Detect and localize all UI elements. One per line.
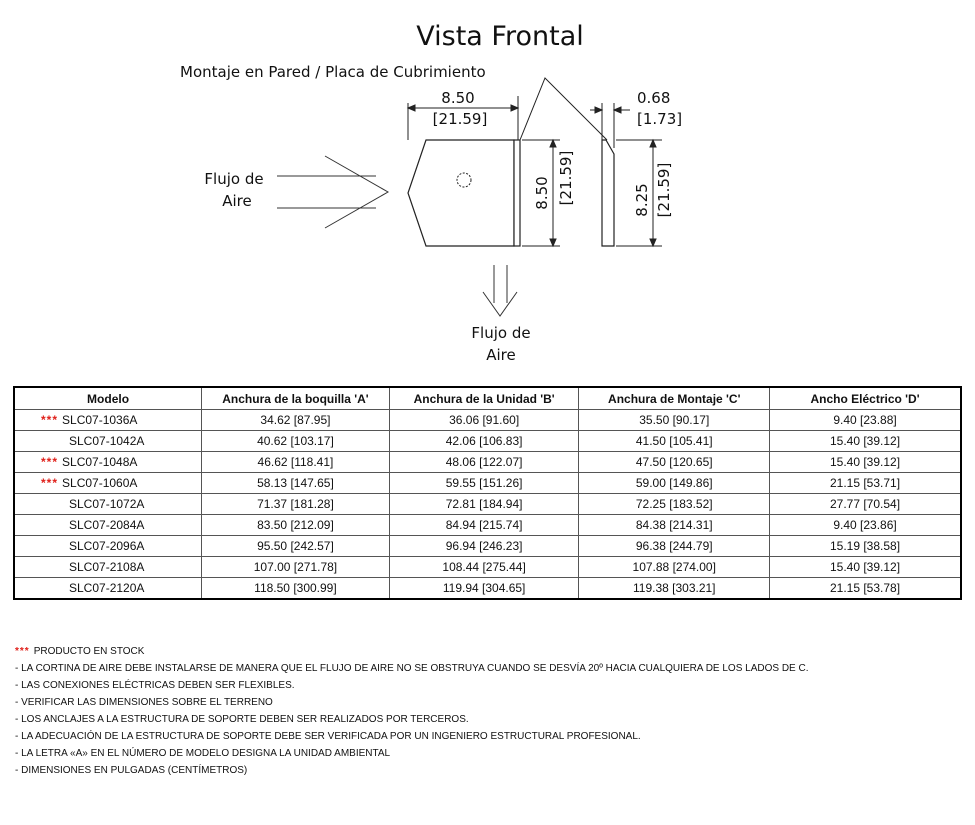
cell-electrical-width: 21.15 [53.78] xyxy=(770,578,961,600)
airflow-bottom-line1: Flujo de xyxy=(471,324,531,342)
cell-electrical-width: 21.15 [53.71] xyxy=(770,473,961,494)
model-name: SLC07-2096A xyxy=(69,539,145,553)
cell-mount-width: 72.25 [183.52] xyxy=(579,494,770,515)
table-row xyxy=(14,452,961,473)
table-row xyxy=(14,578,961,600)
cell-nozzle-width: 83.50 [212.09] xyxy=(202,515,390,536)
cell-mount-width: 107.88 [274.00] xyxy=(579,557,770,578)
cell-nozzle-width: 46.62 [118.41] xyxy=(202,452,390,473)
cell-model xyxy=(14,557,202,578)
airflow-bottom-line2: Aire xyxy=(486,346,516,364)
cell-mount-width: 84.38 [214.31] xyxy=(579,515,770,536)
dim-body-height-cm: [21.59] xyxy=(557,150,575,206)
table-header-row xyxy=(14,387,961,410)
cell-model xyxy=(14,410,202,431)
model-name: SLC07-2108A xyxy=(69,560,145,574)
cell-mount-width: 59.00 [149.86] xyxy=(579,473,770,494)
note-line: - LAS CONEXIONES ELÉCTRICAS DEBEN SER FLEXIBLES. xyxy=(15,680,295,691)
header-nozzle-width: Anchura de la boquilla 'A' xyxy=(202,387,390,410)
airflow-arrow-down-icon xyxy=(483,265,517,316)
note-line: - LA ADECUACIÓN DE LA ESTRUCTURA DE SOPORTE DEBE SER VERIFICADA POR UN INGENIERO ESTRUCTURAL PROFESIONAL. xyxy=(15,731,641,742)
cell-mount-width: 96.38 [244.79] xyxy=(579,536,770,557)
cell-electrical-width: 27.77 [70.54] xyxy=(770,494,961,515)
cell-electrical-width: 15.40 [39.12] xyxy=(770,452,961,473)
cell-electrical-width: 9.40 [23.86] xyxy=(770,515,961,536)
notes-section xyxy=(15,643,809,779)
table-body xyxy=(14,410,961,600)
cell-mount-width: 35.50 [90.17] xyxy=(579,410,770,431)
cell-unit-width: 96.94 [246.23] xyxy=(389,536,579,557)
header-mount-width: Anchura de Montaje 'C' xyxy=(579,387,770,410)
header-unit-width: Anchura de la Unidad 'B' xyxy=(389,387,579,410)
model-name: SLC07-2120A xyxy=(69,581,145,595)
cell-mount-width: 47.50 [120.65] xyxy=(579,452,770,473)
note-line: - LA LETRA «A» EN EL NÚMERO DE MODELO DESIGNA LA UNIDAD AMBIENTAL xyxy=(15,748,391,759)
cell-model xyxy=(14,494,202,515)
unit-body xyxy=(408,140,520,246)
cell-model xyxy=(14,578,202,600)
stock-label: PRODUCTO EN STOCK xyxy=(33,646,145,657)
dim-plate-height-cm: [21.59] xyxy=(655,162,673,218)
cell-electrical-width: 9.40 [23.88] xyxy=(770,410,961,431)
cell-nozzle-width: 71.37 [181.28] xyxy=(202,494,390,515)
cell-electrical-width: 15.40 [39.12] xyxy=(770,557,961,578)
cell-unit-width: 59.55 [151.26] xyxy=(389,473,579,494)
model-name: SLC07-1042A xyxy=(69,434,145,448)
cell-model xyxy=(14,452,202,473)
dim-plate-thickness xyxy=(590,103,630,148)
table-row xyxy=(14,431,961,452)
stock-marker: *** xyxy=(41,413,59,427)
cell-unit-width: 42.06 [106.83] xyxy=(389,431,579,452)
dim-width-top-cm: [21.59] xyxy=(432,110,488,128)
model-name: SLC07-1036A xyxy=(62,413,138,427)
header-electrical-width: Ancho Eléctrico 'D' xyxy=(770,387,961,410)
cell-model xyxy=(14,536,202,557)
cell-model xyxy=(14,473,202,494)
cell-nozzle-width: 107.00 [271.78] xyxy=(202,557,390,578)
cell-nozzle-width: 58.13 [147.65] xyxy=(202,473,390,494)
front-view-diagram xyxy=(0,0,975,380)
cell-nozzle-width: 34.62 [87.95] xyxy=(202,410,390,431)
dim-width-top-in: 8.50 xyxy=(441,89,475,107)
note-line: - LOS ANCLAJES A LA ESTRUCTURA DE SOPORTE DEBEN SER REALIZADOS POR TERCEROS. xyxy=(15,714,469,725)
table-row xyxy=(14,410,961,431)
dim-body-height-in: 8.50 xyxy=(533,176,551,210)
note-line: - LA CORTINA DE AIRE DEBE INSTALARSE DE MANERA QUE EL FLUJO DE AIRE NO SE OBSTRUYA CUANDO SE DESVÍA 20º HACIA CUALQUIERA DE LOS LADOS DE C. xyxy=(15,663,809,674)
table-row xyxy=(14,494,961,515)
cell-mount-width: 41.50 [105.41] xyxy=(579,431,770,452)
model-name: SLC07-1060A xyxy=(62,476,138,490)
view-title: Vista Frontal xyxy=(416,21,584,52)
cell-nozzle-width: 40.62 [103.17] xyxy=(202,431,390,452)
table-row xyxy=(14,557,961,578)
dim-plate-thickness-in: 0.68 xyxy=(637,89,671,107)
cell-mount-width: 119.38 [303.21] xyxy=(579,578,770,600)
cell-electrical-width: 15.19 [38.58] xyxy=(770,536,961,557)
dim-plate-height-in: 8.25 xyxy=(633,183,651,217)
airflow-left-line1: Flujo de xyxy=(204,170,264,188)
model-name: SLC07-2084A xyxy=(69,518,145,532)
airflow-left-line2: Aire xyxy=(222,192,252,210)
cell-unit-width: 84.94 [215.74] xyxy=(389,515,579,536)
mounting-plate xyxy=(602,140,614,246)
model-name: SLC07-1072A xyxy=(69,497,145,511)
spec-table xyxy=(13,386,962,600)
cell-nozzle-width: 95.50 [242.57] xyxy=(202,536,390,557)
cell-unit-width: 36.06 [91.60] xyxy=(389,410,579,431)
note-line: - VERIFICAR LAS DIMENSIONES SOBRE EL TERRENO xyxy=(15,697,273,708)
cell-unit-width: 119.94 [304.65] xyxy=(389,578,579,600)
table-row xyxy=(14,536,961,557)
cell-nozzle-width: 118.50 [300.99] xyxy=(202,578,390,600)
stock-marker: *** xyxy=(41,455,59,469)
stock-marker: *** xyxy=(15,646,30,657)
dim-plate-thickness-cm: [1.73] xyxy=(637,110,683,128)
cell-unit-width: 72.81 [184.94] xyxy=(389,494,579,515)
cell-model xyxy=(14,515,202,536)
cell-model xyxy=(14,431,202,452)
note-line: - DIMENSIONES EN PULGADAS (CENTÍMETROS) xyxy=(15,765,248,776)
airflow-arrow-right-icon xyxy=(277,156,388,228)
mount-label: Montaje en Pared / Placa de Cubrimiento xyxy=(180,63,486,81)
cell-electrical-width: 15.40 [39.12] xyxy=(770,431,961,452)
table-row xyxy=(14,473,961,494)
cell-unit-width: 48.06 [122.07] xyxy=(389,452,579,473)
note-stock xyxy=(15,643,809,660)
table-row xyxy=(14,515,961,536)
cell-unit-width: 108.44 [275.44] xyxy=(389,557,579,578)
stock-marker: *** xyxy=(41,476,59,490)
model-name: SLC07-1048A xyxy=(62,455,138,469)
header-model: Modelo xyxy=(14,387,202,410)
